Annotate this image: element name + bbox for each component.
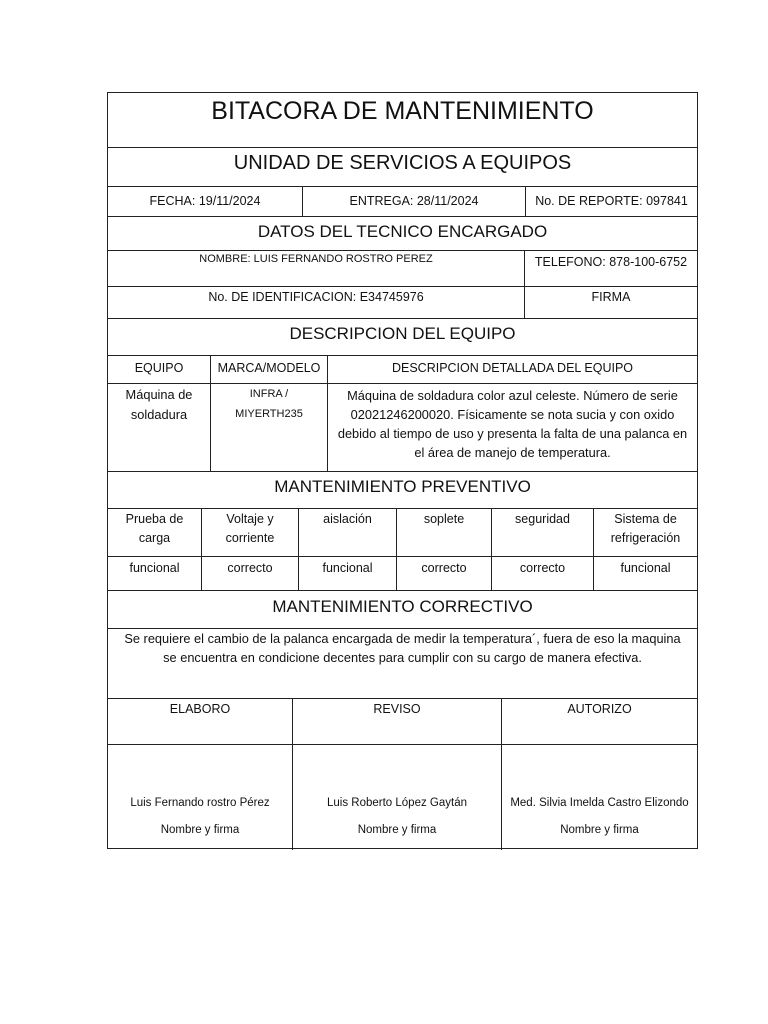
signature-block-elaboro	[108, 745, 293, 850]
technician-heading-row	[108, 217, 697, 251]
technician-id-row	[108, 287, 697, 319]
entrega-field: ENTREGA: 28/11/2024	[303, 187, 526, 216]
autorizo-header: AUTORIZO	[567, 702, 632, 716]
technician-id: No. DE IDENTIFICACION: E34745976	[108, 287, 525, 318]
firma-label: FIRMA	[591, 290, 631, 304]
equipment-heading: DESCRIPCION DEL EQUIPO	[289, 324, 516, 343]
unit-title: UNIDAD DE SERVICIOS A EQUIPOS	[233, 152, 572, 174]
col-seguridad: seguridad	[492, 509, 594, 556]
corrective-heading-row	[108, 591, 697, 629]
col-aislacion: aislación	[299, 509, 397, 556]
val-seguridad: correcto	[492, 557, 594, 590]
technician-name-row	[108, 251, 697, 287]
equipment-heading-row	[108, 319, 697, 356]
elaboro-caption: Nombre y firma	[160, 824, 240, 836]
corrective-text: Se requiere el cambio de la palanca encargada de medir la temperatura´, fuera de eso la maquina se encuentra en condicione decentes para cumplir con su cargo de manera efectiva.	[124, 631, 681, 665]
col-voltaje: Voltaje y corriente	[202, 509, 299, 556]
elaboro-header: ELABORO	[108, 699, 293, 744]
signature-block-autorizo	[502, 745, 697, 850]
col-marca-modelo: MARCA/MODELO	[211, 356, 328, 383]
preventive-columns-row	[108, 509, 697, 557]
autorizo-caption: Nombre y firma	[560, 824, 639, 836]
form-title: BITACORA DE MANTENIMIENTO	[211, 97, 594, 125]
technician-name: NOMBRE: LUIS FERNANDO ROSTRO PEREZ	[108, 251, 525, 286]
equipo-value: Máquina de soldadura	[108, 384, 211, 471]
signature-headers-row	[108, 699, 697, 745]
col-prueba-carga: Prueba de carga	[108, 509, 202, 556]
title-row	[108, 93, 697, 148]
marca-modelo-value: INFRA / MIYERTH235	[211, 384, 328, 471]
preventive-heading: MANTENIMIENTO PREVENTIVO	[274, 477, 531, 496]
dates-row	[108, 187, 697, 217]
reviso-caption: Nombre y firma	[357, 824, 437, 836]
elaboro-name: Luis Fernando rostro Pérez	[130, 797, 270, 809]
reviso-name: Luis Roberto López Gaytán	[326, 797, 467, 809]
reporte-field: No. DE REPORTE: 097841	[535, 194, 688, 208]
technician-heading: DATOS DEL TECNICO ENCARGADO	[257, 222, 548, 241]
autorizo-name: Med. Silvia Imelda Castro Elizondo	[510, 797, 689, 809]
col-refrigeracion: Sistema de refrigeración	[610, 512, 681, 545]
maintenance-log-form	[107, 92, 698, 849]
preventive-values-row	[108, 557, 697, 591]
col-soplete: soplete	[397, 509, 492, 556]
reviso-header: REVISO	[293, 699, 502, 744]
fecha-field: FECHA: 19/11/2024	[108, 187, 303, 216]
equipment-values-row	[108, 384, 697, 472]
technician-phone: TELEFONO: 878-100-6752	[534, 255, 688, 269]
val-prueba-carga: funcional	[108, 557, 202, 590]
unit-row	[108, 148, 697, 187]
signature-block-reviso	[293, 745, 502, 850]
val-aislacion: funcional	[299, 557, 397, 590]
signature-blocks-row	[108, 745, 697, 850]
corrective-heading: MANTENIMIENTO CORRECTIVO	[272, 597, 533, 616]
preventive-heading-row	[108, 472, 697, 509]
col-descripcion: DESCRIPCION DETALLADA DEL EQUIPO	[391, 361, 634, 375]
val-soplete: correcto	[397, 557, 492, 590]
descripcion-value: Máquina de soldadura color azul celeste. Número de serie 02021246200020. Físicamente se nota sucia y con oxido debido al tiempo de uso y presenta la falta de una palanca en el área de manejo de temperatura.	[337, 388, 688, 460]
val-refrigeracion: funcional	[620, 561, 671, 575]
equipment-columns-row	[108, 356, 697, 384]
corrective-text-row	[108, 629, 697, 699]
val-voltaje: correcto	[202, 557, 299, 590]
col-equipo: EQUIPO	[108, 356, 211, 383]
